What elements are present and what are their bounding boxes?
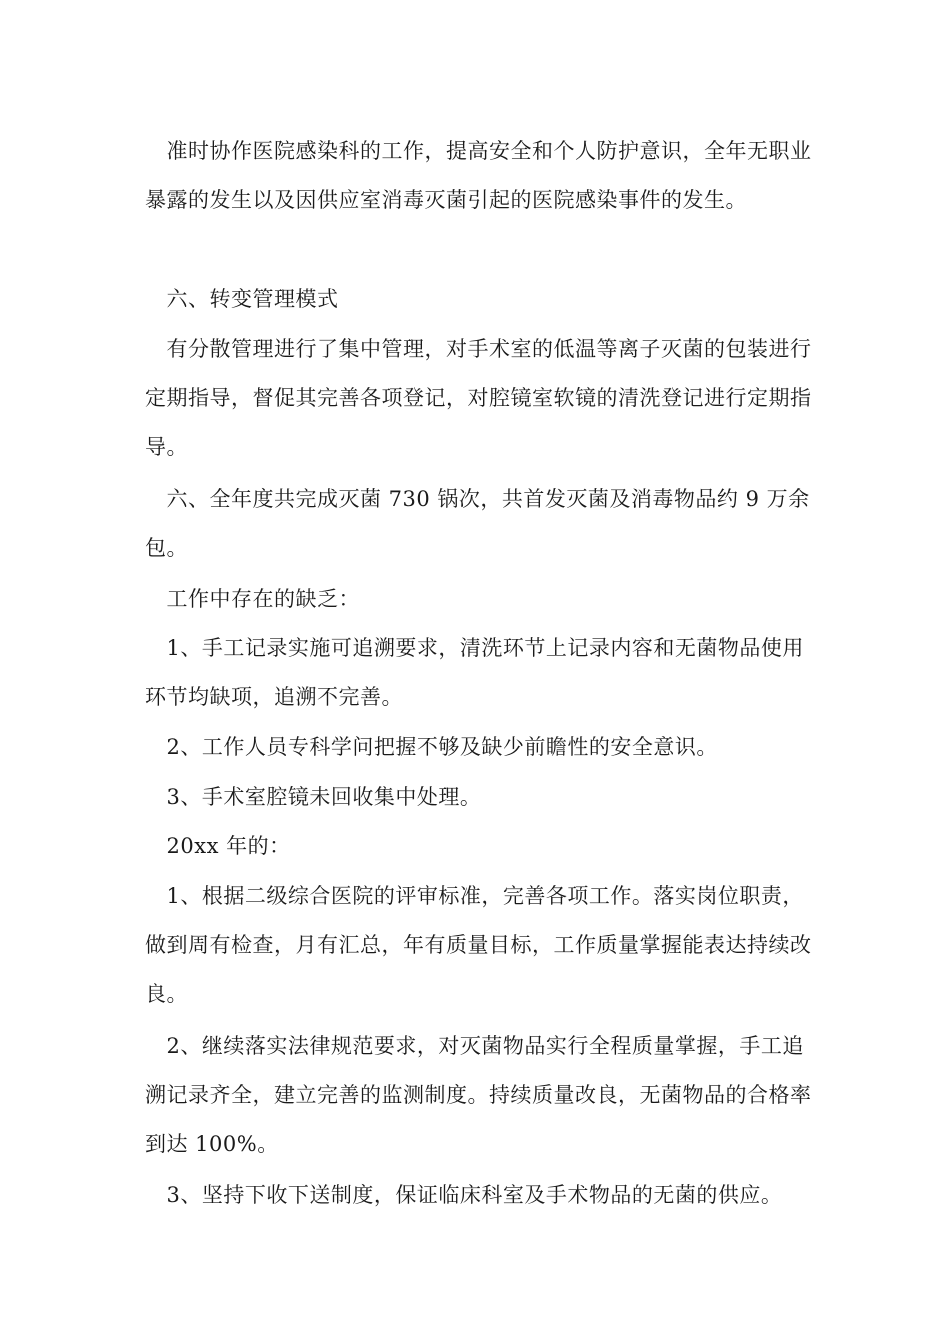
paragraph-centralized-management: 有分散管理进行了集中管理，对手术室的低温等离子灭菌的包装进行定期指导，督促其完善各项登记，对腔镜室软镜的清洗登记进行定期指导。 [145, 337, 812, 459]
heading-management-mode: 六、转变管理模式 [145, 287, 339, 311]
heading-next-year: 20xx 年的： [145, 834, 291, 858]
list-item-shortcoming-3: 3、手术室腔镜未回收集中处理。 [145, 785, 482, 809]
paragraph-annual-sterilization: 六、全年度共完成灭菌 730 锅次，共首发灭菌及消毒物品约 9 万余包。 [145, 487, 810, 560]
list-item-plan-2: 2、继续落实法律规范要求，对灭菌物品实行全程质量掌握，手工追溯记录齐全，建立完善的监测制度。持续质量改良，无菌物品的合格率到达 100%。 [145, 1034, 812, 1156]
list-item-plan-1: 1、根据二级综合医院的评审标准，完善各项工作。落实岗位职责，做到周有检查，月有汇总，年有质量目标，工作质量掌握能表达持续改良。 [145, 884, 812, 1006]
list-item-plan-3: 3、坚持下收下送制度，保证临床科室及手术物品的无菌的供应。 [145, 1183, 783, 1207]
heading-shortcomings: 工作中存在的缺乏： [145, 587, 360, 611]
paragraph-infection-control: 准时协作医院感染科的工作，提高安全和个人防护意识，全年无职业暴露的发生以及因供应室消毒灭菌引起的医院感染事件的发生。 [145, 139, 812, 212]
list-item-shortcoming-2: 2、工作人员专科学问把握不够及缺少前瞻性的安全意识。 [145, 735, 718, 759]
list-item-shortcoming-1: 1、手工记录实施可追溯要求，清洗环节上记录内容和无菌物品使用环节均缺项，追溯不完善。 [145, 636, 804, 709]
